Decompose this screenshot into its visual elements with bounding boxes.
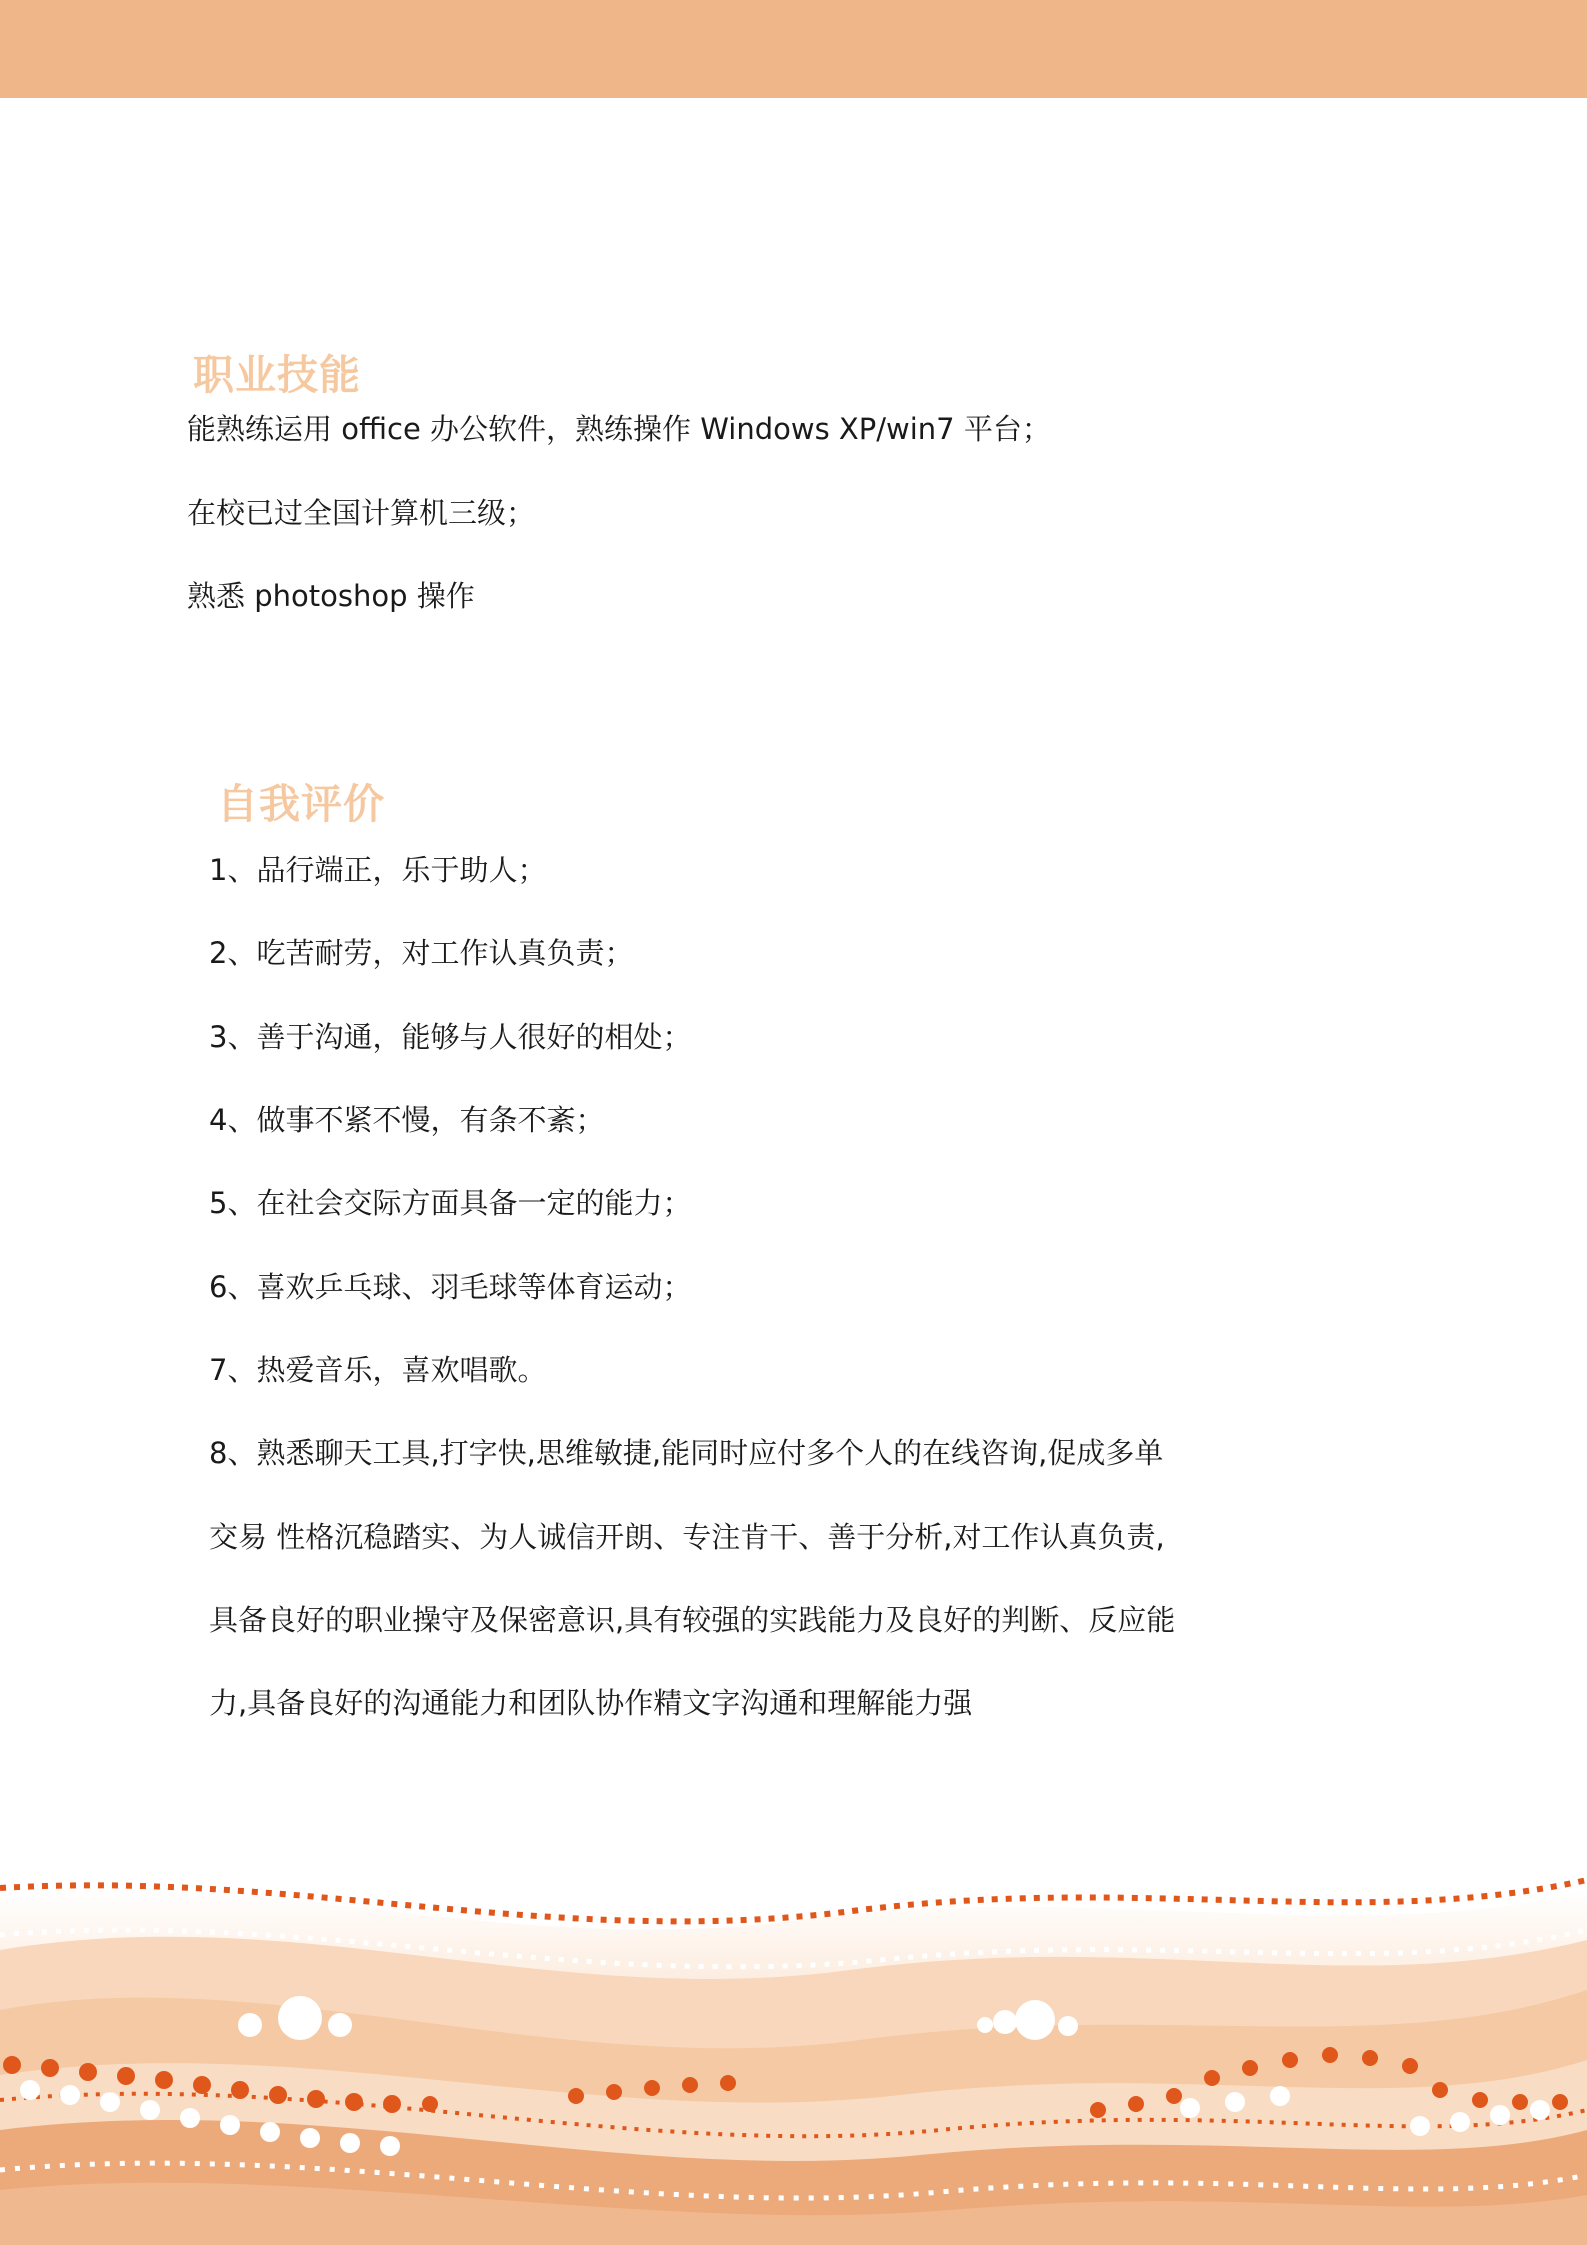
evaluation-line: 交易 性格沉稳踏实、为人诚信开朗、专注肯干、善于分析,对工作认真负责, <box>209 1520 1165 1554</box>
skills-line: 能熟练运用 office 办公软件，熟练操作 Windows XP/win7 平台； <box>187 412 1051 446</box>
skills-line: 在校已过全国计算机三级； <box>187 496 536 530</box>
evaluation-line: 7、热爱音乐，喜欢唱歌。 <box>209 1353 547 1387</box>
evaluation-line: 具备良好的职业操守及保密意识,具有较强的实践能力及良好的判断、反应能 <box>209 1603 1176 1637</box>
evaluation-line: 力,具备良好的沟通能力和团队协作精文字沟通和理解能力强 <box>209 1686 973 1720</box>
skills-heading: 职业技能 <box>193 351 361 399</box>
evaluation-line: 3、善于沟通，能够与人很好的相处； <box>209 1020 692 1054</box>
evaluation-line: 8、熟悉聊天工具,打字快,思维敏捷,能同时应付多个人的在线咨询,促成多单 <box>209 1436 1164 1470</box>
decorative-wave-footer <box>0 1840 1587 2245</box>
self-evaluation-heading: 自我评价 <box>217 780 385 828</box>
evaluation-line: 5、在社会交际方面具备一定的能力； <box>209 1186 692 1220</box>
skills-line: 熟悉 photoshop 操作 <box>187 579 475 613</box>
evaluation-line: 2、吃苦耐劳，对工作认真负责； <box>209 936 634 970</box>
evaluation-line: 6、喜欢乒乓球、羽毛球等体育运动； <box>209 1270 692 1304</box>
evaluation-line: 1、品行端正，乐于助人； <box>209 853 547 887</box>
top-decorative-band <box>0 0 1587 98</box>
evaluation-line: 4、做事不紧不慢，有条不紊； <box>209 1103 605 1137</box>
